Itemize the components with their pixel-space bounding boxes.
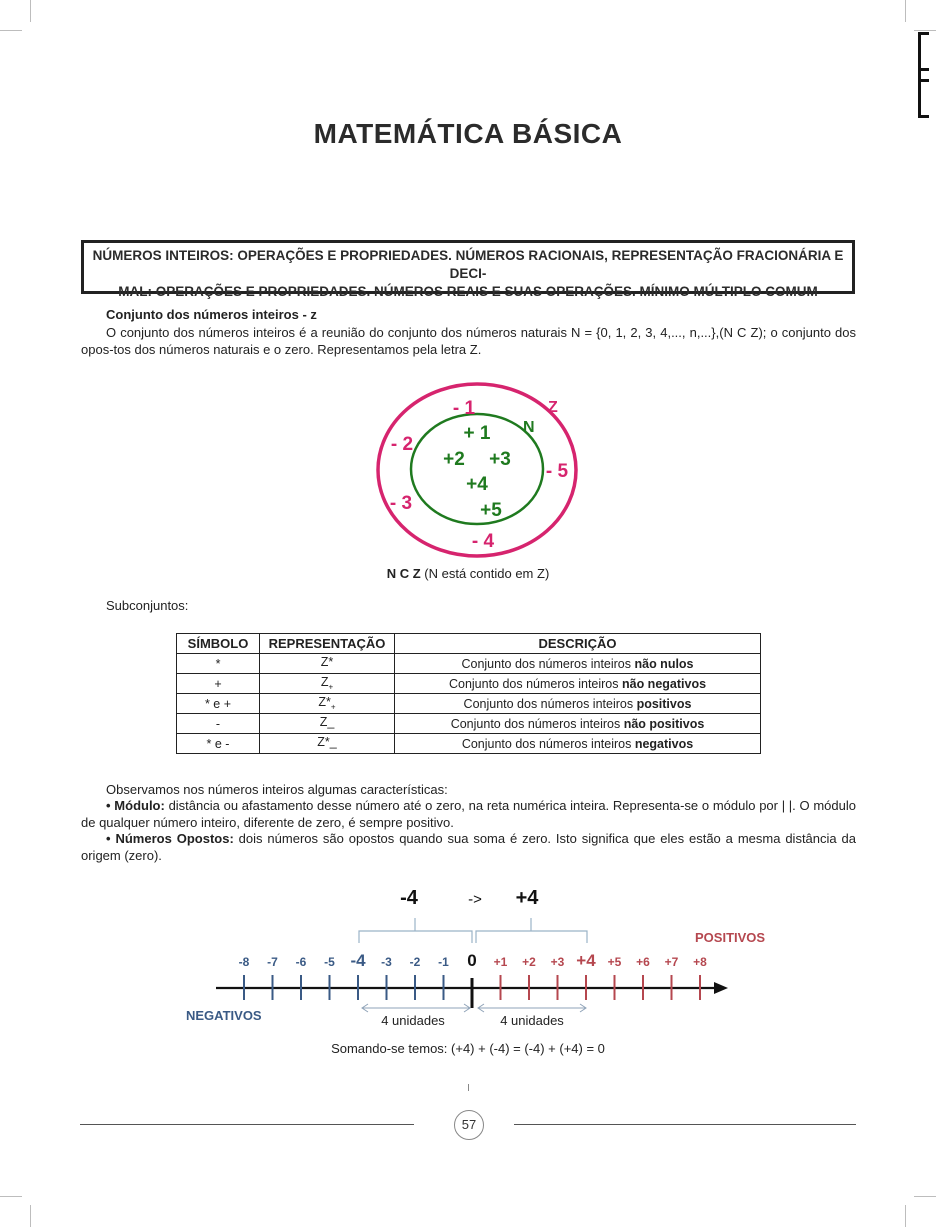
opposite-right-label: +4 [515, 887, 539, 909]
negative-tick-label: -6 [295, 955, 307, 969]
column-header: SÍMBOLO [177, 634, 260, 654]
topic-line: NÚMEROS INTEIROS: OPERAÇÕES E PROPRIEDADES. NÚMEROS RACIONAIS, REPRESENTAÇÃO FRACIONÁRIA E DECI- [92, 248, 844, 281]
description-text: Conjunto dos números inteiros [461, 736, 635, 751]
representation-subscript: + [330, 702, 336, 712]
negative-tick-label: -2 [409, 955, 421, 969]
positive-tick-label: +7 [664, 955, 679, 969]
venn-outer-item: - 2 [390, 434, 414, 455]
representation-text: Z*_ [317, 735, 337, 750]
page-title: MATEMÁTICA BÁSICA [313, 118, 623, 149]
crop-mark [905, 1205, 906, 1227]
crop-mark [914, 1196, 936, 1197]
symbol-cell: * e - [177, 734, 260, 754]
positive-tick-label: +6 [636, 955, 650, 969]
representation-text: Z* [318, 695, 331, 710]
positive-region-label: POSITIVOS [695, 930, 766, 945]
venn-caption-rest: (N está contido em Z) [420, 566, 550, 581]
footer-tick [468, 1084, 469, 1091]
footer-line-left [80, 1124, 414, 1125]
venn-inner-item: + 1 [463, 423, 491, 444]
description-text: Conjunto dos números inteiros [448, 676, 622, 691]
footer-line-right [514, 1124, 856, 1125]
representation-text: Z_ [319, 715, 335, 730]
zero-label: 0 [467, 951, 477, 970]
bullet: • [106, 798, 111, 813]
negative-tick-label: -3 [381, 955, 392, 969]
intro-paragraph: O conjunto dos números inteiros é a reunião do conjunto dos números naturais N = {0, 1, 2, 3, 4,..., n,...},(N C Z); o conjunto dos opos-tos dos números naturais e o zero. Representamos pela letra Z. [81, 325, 856, 357]
description-text: Conjunto dos números inteiros [461, 656, 635, 671]
description-bold: não negativos [621, 676, 707, 691]
venn-inner-item: +3 [489, 449, 511, 470]
crop-mark [30, 1205, 31, 1227]
opposite-left-label: -4 [400, 887, 418, 909]
venn-outer-label: Z [548, 399, 558, 416]
negative-tick-label: -4 [350, 951, 366, 970]
representation-text: Z* [320, 655, 334, 670]
symbol-cell: * e + [177, 694, 260, 714]
venn-inner-item: +5 [480, 500, 502, 521]
negative-tick-label: -5 [324, 955, 335, 969]
negative-tick-label: -7 [267, 955, 278, 969]
description-bold: não nulos [634, 656, 694, 671]
representation-text: Z [320, 675, 329, 690]
venn-inner-item: +2 [443, 449, 465, 470]
negative-region-label: NEGATIVOS [186, 1008, 262, 1023]
column-header: REPRESENTAÇÃO [260, 634, 395, 654]
symbol-cell: - [177, 714, 260, 734]
subsets-label: Subconjuntos: [106, 598, 189, 613]
representation-subscript: + [328, 682, 334, 692]
crop-mark [0, 1196, 22, 1197]
venn-outer-item: - 1 [452, 398, 476, 419]
venn-outer-item: - 3 [389, 493, 413, 514]
characteristics-intro: Observamos nos números inteiros algumas características: [106, 782, 448, 797]
sum-text: Somando-se temos: (+4) + (-4) = (-4) + (+4) = 0 [331, 1041, 605, 1056]
left-bracket [359, 918, 472, 943]
negative-tick-label: -8 [238, 955, 250, 969]
distance-right-label: 4 unidades [500, 1013, 564, 1028]
venn-outer-item: - 5 [545, 461, 569, 482]
description-bold: negativos [634, 736, 694, 751]
opostos-term: Números Opostos: [115, 831, 234, 846]
symbol-cell: * [177, 654, 260, 674]
section-heading: Conjunto dos números inteiros - z [106, 307, 317, 322]
right-bracket [476, 918, 587, 943]
positive-tick-label: +3 [550, 955, 565, 969]
venn-outer-item: - 4 [471, 531, 495, 552]
description-text: Conjunto dos números inteiros [450, 716, 624, 731]
positive-tick-label: +1 [493, 955, 508, 969]
positive-tick-label: +8 [693, 955, 707, 969]
modulo-term: Módulo: [114, 798, 165, 813]
positive-tick-label: +2 [522, 955, 536, 969]
column-header: DESCRIÇÃO [395, 634, 761, 654]
axis-arrowhead [714, 982, 728, 994]
description-bold: positivos [636, 696, 692, 711]
positive-tick-label: +5 [607, 955, 622, 969]
topic-line: MAL: OPERAÇÕES E PROPRIEDADES. NÚMEROS REAIS E SUAS OPERAÇÕES. MÍNIMO MÚLTIPLO COMUM [118, 284, 818, 299]
venn-inner-item: +4 [466, 474, 488, 495]
description-bold: não positivos [623, 716, 705, 731]
opostos-text: dois números são opostos quando sua soma é zero. Isto significa que eles estão a mesma distância da origem (zero). [81, 831, 856, 863]
venn-inner-label: N [523, 419, 535, 436]
positive-tick-label: +4 [576, 951, 596, 970]
description-text: Conjunto dos números inteiros [463, 696, 637, 711]
symbol-cell: + [177, 674, 260, 694]
negative-tick-label: -1 [438, 955, 449, 969]
opposite-arrow-label: -> [468, 891, 482, 908]
bullet: • [106, 831, 111, 846]
distance-left-label: 4 unidades [381, 1013, 445, 1028]
page-number: 57 [454, 1110, 484, 1140]
venn-caption-bold: N C Z [386, 566, 421, 581]
modulo-text: distância ou afastamento desse número até o zero, na reta numérica inteira. Representa-se o módulo por | |. O módulo de qualquer número inteiro, diferente de zero, é sempre positivo. [81, 798, 856, 830]
